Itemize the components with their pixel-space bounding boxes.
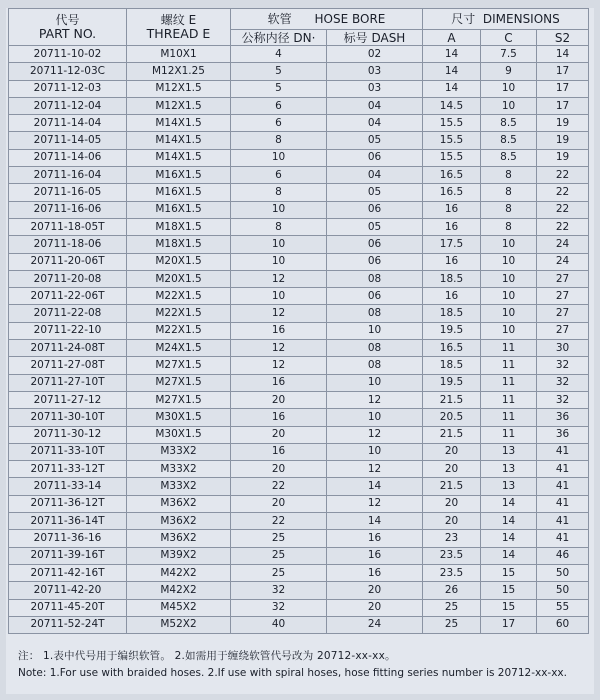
- cell-thread: M16X1.5: [127, 201, 231, 218]
- cell-s2: 22: [537, 201, 589, 218]
- table-row: [9, 374, 589, 391]
- cell-dash: 16: [327, 547, 423, 564]
- cell-dn: 12: [231, 340, 327, 357]
- cell-c: 14: [481, 495, 537, 512]
- cell-part: 20711-33-10T: [9, 443, 127, 460]
- cell-part: 20711-18-05T: [9, 218, 127, 235]
- cell-part: 20711-30-12: [9, 426, 127, 443]
- cell-part: 20711-16-04: [9, 167, 127, 184]
- cell-dash: 24: [327, 616, 423, 633]
- cell-s2: 36: [537, 426, 589, 443]
- cell-c: 10: [481, 288, 537, 305]
- cell-thread: M18X1.5: [127, 218, 231, 235]
- cell-thread: M30X1.5: [127, 409, 231, 426]
- header-dim-en: DIMENSIONS: [482, 12, 560, 26]
- table-row: [9, 461, 589, 478]
- table-row: [9, 80, 589, 97]
- cell-dn: 16: [231, 443, 327, 460]
- table-body: [9, 46, 589, 634]
- cell-part: 20711-12-03C: [9, 63, 127, 80]
- cell-s2: 14: [537, 46, 589, 63]
- cell-thread: M22X1.5: [127, 322, 231, 339]
- cell-dn: 5: [231, 63, 327, 80]
- cell-thread: M20X1.5: [127, 253, 231, 270]
- cell-c: 14: [481, 547, 537, 564]
- cell-a: 20.5: [423, 409, 481, 426]
- cell-a: 16.5: [423, 184, 481, 201]
- cell-s2: 41: [537, 513, 589, 530]
- cell-c: 9: [481, 63, 537, 80]
- cell-dn: 25: [231, 564, 327, 581]
- cell-dn: 10: [231, 201, 327, 218]
- cell-a: 18.5: [423, 305, 481, 322]
- cell-part: 20711-14-05: [9, 132, 127, 149]
- table-row: [9, 322, 589, 339]
- cell-s2: 17: [537, 80, 589, 97]
- cell-a: 21.5: [423, 391, 481, 408]
- cell-c: 14: [481, 513, 537, 530]
- table-row: [9, 236, 589, 253]
- cell-part: 20711-36-14T: [9, 513, 127, 530]
- table-row: [9, 63, 589, 80]
- notes: [18, 648, 594, 682]
- cell-dn: 32: [231, 599, 327, 616]
- cell-c: 10: [481, 97, 537, 114]
- table-row: [9, 564, 589, 581]
- cell-dash: 08: [327, 357, 423, 374]
- cell-dash: 02: [327, 46, 423, 63]
- cell-part: 20711-20-08: [9, 270, 127, 287]
- table-row: [9, 426, 589, 443]
- table-row: [9, 478, 589, 495]
- cell-c: 11: [481, 426, 537, 443]
- note-english: Note: 1.For use with braided hoses. 2.If use with spiral hoses, hose fitting series number is 20712-xx-xx.: [18, 667, 567, 680]
- cell-dash: 16: [327, 564, 423, 581]
- cell-dn: 22: [231, 478, 327, 495]
- cell-a: 16: [423, 201, 481, 218]
- cell-thread: M12X1.25: [127, 63, 231, 80]
- cell-dn: 16: [231, 409, 327, 426]
- cell-dn: 6: [231, 167, 327, 184]
- cell-dn: 10: [231, 288, 327, 305]
- cell-s2: 22: [537, 218, 589, 235]
- table-row: [9, 582, 589, 599]
- cell-dash: 16: [327, 530, 423, 547]
- cell-dn: 20: [231, 461, 327, 478]
- cell-dash: 10: [327, 409, 423, 426]
- cell-s2: 30: [537, 340, 589, 357]
- cell-dash: 08: [327, 305, 423, 322]
- cell-c: 10: [481, 236, 537, 253]
- cell-c: 13: [481, 461, 537, 478]
- cell-s2: 27: [537, 288, 589, 305]
- cell-dash: 04: [327, 115, 423, 132]
- cell-c: 8: [481, 218, 537, 235]
- cell-thread: M27X1.5: [127, 374, 231, 391]
- cell-c: 8: [481, 167, 537, 184]
- cell-s2: 24: [537, 253, 589, 270]
- cell-c: 10: [481, 305, 537, 322]
- cell-dash: 10: [327, 443, 423, 460]
- header-thread-en: THREAD E: [146, 26, 211, 41]
- table-row: [9, 616, 589, 633]
- cell-a: 23: [423, 530, 481, 547]
- cell-a: 21.5: [423, 478, 481, 495]
- cell-dn: 5: [231, 80, 327, 97]
- cell-thread: M10X1: [127, 46, 231, 63]
- cell-s2: 19: [537, 132, 589, 149]
- cell-a: 17.5: [423, 236, 481, 253]
- cell-s2: 27: [537, 270, 589, 287]
- cell-dn: 8: [231, 132, 327, 149]
- cell-dn: 16: [231, 374, 327, 391]
- cell-a: 21.5: [423, 426, 481, 443]
- cell-s2: 19: [537, 149, 589, 166]
- cell-a: 19.5: [423, 322, 481, 339]
- cell-part: 20711-33-12T: [9, 461, 127, 478]
- cell-part: 20711-12-03: [9, 80, 127, 97]
- header-thread: [127, 9, 231, 46]
- header-hose-bore: [231, 9, 423, 30]
- cell-dn: 20: [231, 495, 327, 512]
- catalog-sheet: [6, 8, 594, 694]
- cell-dash: 14: [327, 513, 423, 530]
- cell-dn: 25: [231, 530, 327, 547]
- cell-thread: M36X2: [127, 530, 231, 547]
- table-row: [9, 305, 589, 322]
- table-row: [9, 149, 589, 166]
- cell-dash: 06: [327, 253, 423, 270]
- cell-s2: 27: [537, 305, 589, 322]
- cell-dash: 14: [327, 478, 423, 495]
- cell-a: 20: [423, 443, 481, 460]
- cell-thread: M33X2: [127, 443, 231, 460]
- header-a: A: [423, 30, 481, 46]
- cell-a: 25: [423, 616, 481, 633]
- cell-dash: 20: [327, 599, 423, 616]
- cell-a: 16: [423, 218, 481, 235]
- table-row: [9, 201, 589, 218]
- cell-part: 20711-30-10T: [9, 409, 127, 426]
- cell-part: 20711-24-08T: [9, 340, 127, 357]
- cell-thread: M27X1.5: [127, 357, 231, 374]
- cell-s2: 60: [537, 616, 589, 633]
- cell-a: 14.5: [423, 97, 481, 114]
- cell-dash: 06: [327, 201, 423, 218]
- cell-c: 17: [481, 616, 537, 633]
- cell-s2: 22: [537, 167, 589, 184]
- cell-dash: 06: [327, 236, 423, 253]
- cell-dash: 10: [327, 374, 423, 391]
- cell-dash: 05: [327, 218, 423, 235]
- cell-part: 20711-22-06T: [9, 288, 127, 305]
- cell-c: 11: [481, 357, 537, 374]
- cell-thread: M22X1.5: [127, 288, 231, 305]
- cell-c: 10: [481, 253, 537, 270]
- cell-thread: M45X2: [127, 599, 231, 616]
- cell-a: 20: [423, 495, 481, 512]
- table-row: [9, 288, 589, 305]
- cell-s2: 17: [537, 63, 589, 80]
- cell-part: 20711-36-16: [9, 530, 127, 547]
- cell-a: 20: [423, 461, 481, 478]
- cell-s2: 32: [537, 391, 589, 408]
- table-row: [9, 443, 589, 460]
- cell-dash: 06: [327, 288, 423, 305]
- cell-part: 20711-27-12: [9, 391, 127, 408]
- hose-fitting-table: [8, 8, 589, 634]
- header-part-cn: 代号: [55, 13, 80, 27]
- cell-part: 20711-42-16T: [9, 564, 127, 581]
- cell-dn: 12: [231, 270, 327, 287]
- cell-thread: M14X1.5: [127, 132, 231, 149]
- cell-a: 16: [423, 288, 481, 305]
- cell-c: 15: [481, 564, 537, 581]
- cell-thread: M24X1.5: [127, 340, 231, 357]
- cell-dn: 32: [231, 582, 327, 599]
- cell-part: 20711-16-05: [9, 184, 127, 201]
- cell-part: 20711-33-14: [9, 478, 127, 495]
- cell-dash: 12: [327, 426, 423, 443]
- cell-a: 16: [423, 253, 481, 270]
- cell-thread: M16X1.5: [127, 167, 231, 184]
- cell-dash: 05: [327, 132, 423, 149]
- cell-part: 20711-14-04: [9, 115, 127, 132]
- cell-c: 11: [481, 409, 537, 426]
- table-row: [9, 253, 589, 270]
- cell-a: 20: [423, 513, 481, 530]
- cell-dn: 8: [231, 218, 327, 235]
- cell-part: 20711-12-04: [9, 97, 127, 114]
- cell-a: 25: [423, 599, 481, 616]
- cell-part: 20711-22-10: [9, 322, 127, 339]
- cell-dn: 10: [231, 236, 327, 253]
- header-dn: 公称内径 DN·: [231, 30, 327, 46]
- cell-dash: 20: [327, 582, 423, 599]
- cell-dash: 04: [327, 167, 423, 184]
- table-row: [9, 495, 589, 512]
- cell-dn: 20: [231, 391, 327, 408]
- header-c: C: [481, 30, 537, 46]
- cell-s2: 41: [537, 495, 589, 512]
- cell-dn: 10: [231, 149, 327, 166]
- cell-s2: 41: [537, 443, 589, 460]
- table-row: [9, 167, 589, 184]
- cell-a: 14: [423, 80, 481, 97]
- table-row: [9, 547, 589, 564]
- cell-part: 20711-52-24T: [9, 616, 127, 633]
- cell-dash: 12: [327, 461, 423, 478]
- cell-thread: M42X2: [127, 564, 231, 581]
- cell-c: 11: [481, 391, 537, 408]
- table-row: [9, 357, 589, 374]
- cell-dn: 16: [231, 322, 327, 339]
- cell-thread: M12X1.5: [127, 80, 231, 97]
- cell-a: 15.5: [423, 132, 481, 149]
- cell-a: 23.5: [423, 547, 481, 564]
- cell-part: 20711-14-06: [9, 149, 127, 166]
- cell-dn: 12: [231, 357, 327, 374]
- cell-c: 7.5: [481, 46, 537, 63]
- cell-s2: 24: [537, 236, 589, 253]
- cell-thread: M12X1.5: [127, 97, 231, 114]
- cell-a: 16.5: [423, 167, 481, 184]
- cell-thread: M20X1.5: [127, 270, 231, 287]
- cell-c: 10: [481, 322, 537, 339]
- cell-s2: 50: [537, 564, 589, 581]
- header-dimensions: [423, 9, 589, 30]
- cell-dn: 4: [231, 46, 327, 63]
- cell-dash: 06: [327, 149, 423, 166]
- header-part-no: [9, 9, 127, 46]
- cell-part: 20711-10-02: [9, 46, 127, 63]
- cell-c: 8.5: [481, 115, 537, 132]
- cell-thread: M33X2: [127, 478, 231, 495]
- cell-part: 20711-36-12T: [9, 495, 127, 512]
- cell-dash: 03: [327, 63, 423, 80]
- cell-part: 20711-45-20T: [9, 599, 127, 616]
- cell-part: 20711-39-16T: [9, 547, 127, 564]
- cell-c: 8.5: [481, 149, 537, 166]
- header-part-en: PART NO.: [38, 26, 97, 41]
- note-chinese: 注： 1.表中代号用于编织软管。 2.如需用于缠绕软管代号改为 20712-xx-xx。: [18, 650, 396, 663]
- cell-dn: 6: [231, 115, 327, 132]
- header-dash: 标号 DASH: [327, 30, 423, 46]
- table-row: [9, 184, 589, 201]
- cell-a: 23.5: [423, 564, 481, 581]
- cell-part: 20711-27-08T: [9, 357, 127, 374]
- table-row: [9, 97, 589, 114]
- cell-c: 8: [481, 201, 537, 218]
- header-dim-cn: 尺寸: [451, 12, 476, 26]
- cell-a: 14: [423, 46, 481, 63]
- cell-s2: 17: [537, 97, 589, 114]
- cell-part: 20711-22-08: [9, 305, 127, 322]
- cell-c: 8.5: [481, 132, 537, 149]
- cell-s2: 19: [537, 115, 589, 132]
- cell-thread: M39X2: [127, 547, 231, 564]
- table-row: [9, 391, 589, 408]
- table-row: [9, 270, 589, 287]
- cell-part: 20711-16-06: [9, 201, 127, 218]
- cell-a: 16.5: [423, 340, 481, 357]
- cell-s2: 41: [537, 478, 589, 495]
- cell-part: 20711-42-20: [9, 582, 127, 599]
- cell-thread: M27X1.5: [127, 391, 231, 408]
- cell-dn: 22: [231, 513, 327, 530]
- header-thread-cn: 螺纹 E: [160, 13, 197, 27]
- cell-dash: 12: [327, 391, 423, 408]
- cell-a: 15.5: [423, 115, 481, 132]
- cell-part: 20711-18-06: [9, 236, 127, 253]
- table-row: [9, 340, 589, 357]
- cell-part: 20711-27-10T: [9, 374, 127, 391]
- cell-dn: 6: [231, 97, 327, 114]
- cell-c: 11: [481, 374, 537, 391]
- cell-dash: 05: [327, 184, 423, 201]
- cell-dn: 12: [231, 305, 327, 322]
- cell-dash: 04: [327, 97, 423, 114]
- cell-c: 13: [481, 478, 537, 495]
- cell-c: 15: [481, 582, 537, 599]
- cell-thread: M16X1.5: [127, 184, 231, 201]
- cell-dn: 25: [231, 547, 327, 564]
- cell-dn: 40: [231, 616, 327, 633]
- cell-dash: 08: [327, 340, 423, 357]
- cell-c: 11: [481, 340, 537, 357]
- cell-s2: 36: [537, 409, 589, 426]
- cell-s2: 55: [537, 599, 589, 616]
- cell-dash: 03: [327, 80, 423, 97]
- table-row: [9, 46, 589, 63]
- cell-c: 14: [481, 530, 537, 547]
- cell-s2: 27: [537, 322, 589, 339]
- header-s2: S2: [537, 30, 589, 46]
- header-hose-cn: 软管: [267, 12, 292, 26]
- cell-thread: M42X2: [127, 582, 231, 599]
- table-row: [9, 132, 589, 149]
- cell-dn: 8: [231, 184, 327, 201]
- cell-thread: M33X2: [127, 461, 231, 478]
- table-row: [9, 115, 589, 132]
- cell-s2: 32: [537, 357, 589, 374]
- cell-c: 10: [481, 270, 537, 287]
- cell-thread: M18X1.5: [127, 236, 231, 253]
- table-row: [9, 599, 589, 616]
- cell-s2: 22: [537, 184, 589, 201]
- cell-dn: 10: [231, 253, 327, 270]
- table-row: [9, 409, 589, 426]
- cell-thread: M22X1.5: [127, 305, 231, 322]
- cell-dash: 08: [327, 270, 423, 287]
- cell-thread: M36X2: [127, 495, 231, 512]
- header-hose-en: HOSE BORE: [314, 12, 386, 26]
- cell-s2: 50: [537, 582, 589, 599]
- cell-thread: M30X1.5: [127, 426, 231, 443]
- table-row: [9, 218, 589, 235]
- cell-a: 26: [423, 582, 481, 599]
- cell-a: 18.5: [423, 357, 481, 374]
- cell-c: 10: [481, 80, 537, 97]
- table-row: [9, 513, 589, 530]
- cell-c: 15: [481, 599, 537, 616]
- cell-c: 8: [481, 184, 537, 201]
- table-row: [9, 530, 589, 547]
- cell-part: 20711-20-06T: [9, 253, 127, 270]
- cell-a: 15.5: [423, 149, 481, 166]
- cell-s2: 41: [537, 530, 589, 547]
- cell-dash: 12: [327, 495, 423, 512]
- cell-c: 13: [481, 443, 537, 460]
- cell-a: 18.5: [423, 270, 481, 287]
- cell-dash: 10: [327, 322, 423, 339]
- cell-s2: 41: [537, 461, 589, 478]
- cell-dn: 20: [231, 426, 327, 443]
- cell-thread: M14X1.5: [127, 149, 231, 166]
- cell-s2: 46: [537, 547, 589, 564]
- cell-thread: M36X2: [127, 513, 231, 530]
- cell-s2: 32: [537, 374, 589, 391]
- cell-thread: M14X1.5: [127, 115, 231, 132]
- cell-a: 19.5: [423, 374, 481, 391]
- cell-thread: M52X2: [127, 616, 231, 633]
- cell-a: 14: [423, 63, 481, 80]
